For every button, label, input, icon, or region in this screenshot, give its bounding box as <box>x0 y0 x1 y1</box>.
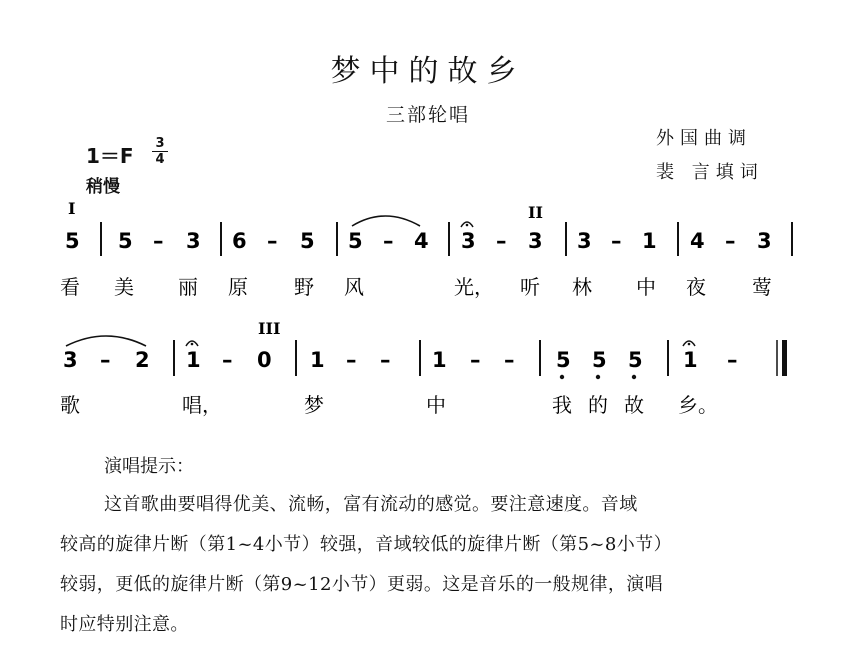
note: 3 <box>577 229 592 253</box>
note: 5 <box>592 348 607 372</box>
note: – <box>611 229 622 253</box>
note: – <box>470 348 481 372</box>
song-title: 梦中的故乡 <box>330 54 526 89</box>
line1-lyrics <box>60 275 772 299</box>
note: 5 <box>556 348 571 372</box>
part-mark-3: III <box>258 319 281 338</box>
lyric-syllable: 原 <box>228 275 248 299</box>
note: – <box>222 348 233 372</box>
note: 4 <box>414 229 429 253</box>
time-signature-bottom: 4 <box>155 152 165 167</box>
note: – <box>267 229 278 253</box>
lyric-syllable: 林 <box>572 275 592 299</box>
slur <box>66 336 146 346</box>
tempo-marking: 稍慢 <box>86 177 120 197</box>
lyric-syllable: 丽 <box>178 275 198 299</box>
lyric-syllable: 光， <box>454 275 494 299</box>
part-mark-2: II <box>528 203 543 222</box>
lyric-syllable: 中 <box>636 275 656 299</box>
lyric-syllable: 莺 <box>752 275 772 299</box>
line2-notes <box>63 348 738 372</box>
lyric-syllable: 的 <box>588 393 608 417</box>
note: 3 <box>528 229 543 253</box>
lyric-syllable: 唱， <box>182 393 222 417</box>
note: 2 <box>135 348 150 372</box>
note: 5 <box>118 229 133 253</box>
lyric-syllable: 夜 <box>686 275 706 299</box>
note: 5 <box>348 229 363 253</box>
note: – <box>496 229 507 253</box>
time-signature-top: 3 <box>155 136 165 151</box>
note: 1 <box>642 229 657 253</box>
note: – <box>100 348 111 372</box>
note: – <box>346 348 357 372</box>
slur <box>352 216 420 226</box>
lyric-syllable: 故 <box>624 393 644 417</box>
note: 3 <box>63 348 78 372</box>
note: – <box>504 348 515 372</box>
part-mark-1: I <box>68 199 76 218</box>
lyricist-credit: 裴 言填词 <box>656 162 764 183</box>
note: – <box>727 348 738 372</box>
lyric-syllable: 看 <box>60 275 80 299</box>
note: 5 <box>300 229 315 253</box>
tips-line: 这首歌曲要唱得优美、流畅，富有流动的感觉。要注意速度。音域 <box>104 494 638 515</box>
note: 1 <box>310 348 325 372</box>
lyric-syllable: 美 <box>114 275 134 299</box>
lyric-syllable: 野 <box>294 275 314 299</box>
note: 1 <box>432 348 447 372</box>
note: – <box>725 229 736 253</box>
composer-credit: 外国曲调 <box>656 128 752 149</box>
note: 4 <box>690 229 705 253</box>
note: 3 <box>461 229 476 253</box>
final-barline <box>777 340 787 376</box>
lyric-syllable: 中 <box>426 393 446 417</box>
note: 5 <box>65 229 80 253</box>
line1-barlines <box>101 222 792 256</box>
lyric-syllable: 乡。 <box>678 393 718 417</box>
note: 3 <box>757 229 772 253</box>
note: – <box>153 229 164 253</box>
note: 0 <box>257 348 272 372</box>
lyric-syllable: 梦 <box>304 393 324 417</box>
tips-line: 时应特别注意。 <box>60 614 189 635</box>
lyric-syllable: 风 <box>344 275 364 299</box>
line1-notes <box>65 229 772 253</box>
note: 1 <box>683 348 698 372</box>
lyric-syllable: 听 <box>520 275 540 299</box>
line2-lyrics <box>60 393 718 417</box>
key-signature: 1＝F <box>86 144 134 168</box>
note: 5 <box>628 348 643 372</box>
fermata <box>683 341 695 346</box>
lyric-syllable: 歌 <box>60 393 80 417</box>
note: – <box>380 348 391 372</box>
fermata <box>186 341 198 346</box>
note: 1 <box>186 348 201 372</box>
tips-line: 较高的旋律片断（第1~4小节）较强，音域较低的旋律片断（第5~8小节） <box>60 534 672 555</box>
low-octave-dots <box>560 375 636 379</box>
tips-heading: 演唱提示： <box>104 456 194 477</box>
note: 3 <box>186 229 201 253</box>
note: 6 <box>232 229 247 253</box>
fermata <box>461 222 473 227</box>
tips-line: 较弱，更低的旋律片断（第9~12小节）更弱。这是音乐的一般规律，演唱 <box>60 574 664 595</box>
song-subtitle: 三部轮唱 <box>385 104 470 126</box>
lyric-syllable: 我 <box>552 393 572 417</box>
note: – <box>383 229 394 253</box>
